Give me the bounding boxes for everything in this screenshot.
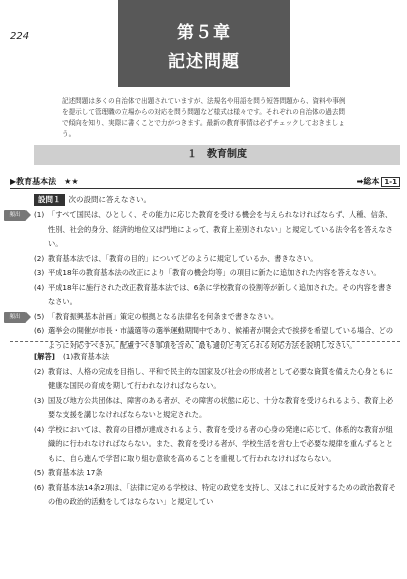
- question-item: [34, 252, 396, 267]
- question-item: [34, 281, 396, 310]
- question-number: (6): [34, 326, 45, 335]
- answer-number: (5): [34, 468, 45, 477]
- question-number: (5): [34, 311, 45, 321]
- question-number: (1): [34, 210, 45, 219]
- chapter-number: 第５章: [177, 23, 231, 43]
- answer-number: (3): [34, 395, 45, 405]
- answer-item: [34, 365, 400, 394]
- answer-divider: [10, 341, 400, 342]
- question-item: [34, 266, 396, 281]
- answer-text: 国及び地方公共団体は、障害のある者が、その障害の状態に応じ、十分な教育を受けられるよう、教育上必要な支援を講じなければならないと規定された。: [48, 395, 394, 419]
- question-text: 教育基本法では、「教育の目的」についてどのように規定しているか、書きなさい。: [48, 253, 318, 263]
- topic-header: [10, 175, 400, 189]
- answer-text: 学校においては、教育の目標が達成されるよう、教育を受ける者の心身の発達に応じて、体系的な教育が組織的に行われなければならない。また、教育を受ける者が、学校生活を営む上で必要な規律を重んずるとともに、自ら進んで学習に取り組む意欲を高めることを重視して行われなければならない。: [48, 424, 394, 463]
- question-item: [34, 208, 396, 252]
- question-header: [34, 194, 151, 206]
- question-text: 「教育振興基本計画」策定の根拠となる法律名を何条まで書きなさい。: [48, 311, 279, 321]
- answer-text: 教育基本法 17条: [48, 468, 103, 477]
- answer-item: [34, 466, 400, 481]
- question-number: (3): [34, 268, 45, 277]
- reference-label: ➡総本: [356, 177, 380, 186]
- answer-text: 教育基本法14条2項は、「法律に定める学校は、特定の政党を支持し、又はこれに反対するための政治教育その他の政治的活動をしてはならない」と規定してい: [48, 482, 396, 506]
- answer-item: [34, 423, 400, 467]
- answer-number: (2): [34, 366, 45, 376]
- question-text: 平成18年の教育基本法の改正により「教育の機会均等」の項目に新たに追加された内容を答えなさい。: [48, 268, 381, 277]
- answer-label: [解答]: [34, 352, 55, 361]
- answer-text: 教育は、人格の完成を目指し、平和で民主的な国家及び社会の形成者として必要な資質を備えた心身ともに健康な国民の育成を期して行われなければならない。: [48, 366, 394, 390]
- reference-box: 1-1: [381, 177, 400, 187]
- frequent-badge: 頻出: [4, 210, 26, 221]
- answer-item: [34, 481, 400, 510]
- answer-text: (1): [62, 352, 74, 361]
- frequent-badge: 頻出: [4, 312, 26, 323]
- question-text: 平成18年に施行された改正教育基本法では、6条に学校教育の役割等が新しく追加された。その内容を書きなさい。: [48, 282, 393, 306]
- answer-item: [34, 394, 400, 423]
- page-number: 224: [10, 31, 30, 42]
- topic-title: ▶教育基本法 ★★: [10, 177, 79, 186]
- topic-reference: [357, 176, 400, 187]
- chapter-title: 記述問題: [168, 52, 240, 72]
- answer-text: 教育基本法: [73, 352, 110, 361]
- answer-header: [34, 350, 400, 365]
- question-list: [34, 208, 396, 353]
- answer-section: [34, 350, 400, 510]
- question-number: (2): [34, 253, 45, 263]
- question-item: [34, 310, 396, 325]
- chapter-header: [118, 0, 290, 87]
- question-text: 選挙会の開催が市長・市議選等の選挙運動期間中であり、候補者が開会式で挨拶を希望している場合、どのように対応すべきか。配慮すべき事項を含め、最も適切と考えられる対応方法を説明しなさい。: [48, 326, 394, 350]
- answer-number: (4): [34, 424, 45, 434]
- question-number: (4): [34, 282, 45, 292]
- question-tag: 設問１: [34, 194, 65, 206]
- section-heading: １ 教育制度: [34, 145, 400, 165]
- answer-number: (6): [34, 482, 45, 492]
- chapter-intro: 記述問題は多くの自治体で出題されていますが、法規名や用語を問う短答問題から、資料や事例を提示して管理職の立場からの対応を問う問題など様式は様々です。それぞれの自治体の過去問で傾向を知り、実際に書くことで力がつきます。最新の教育事情は必ずチェックしておきましょう。: [62, 97, 346, 138]
- question-item: [34, 324, 396, 353]
- question-intro: 次の設問に答えなさい。: [68, 195, 151, 204]
- question-text: 「すべて国民は、ひとしく、その能力に応じた教育を受ける機会を与えられなければならず、人種、信条、性別、社会的身分、経済的地位又は門地によって、教育上差別されない」と規定している法令名を答えなさい。: [48, 210, 393, 248]
